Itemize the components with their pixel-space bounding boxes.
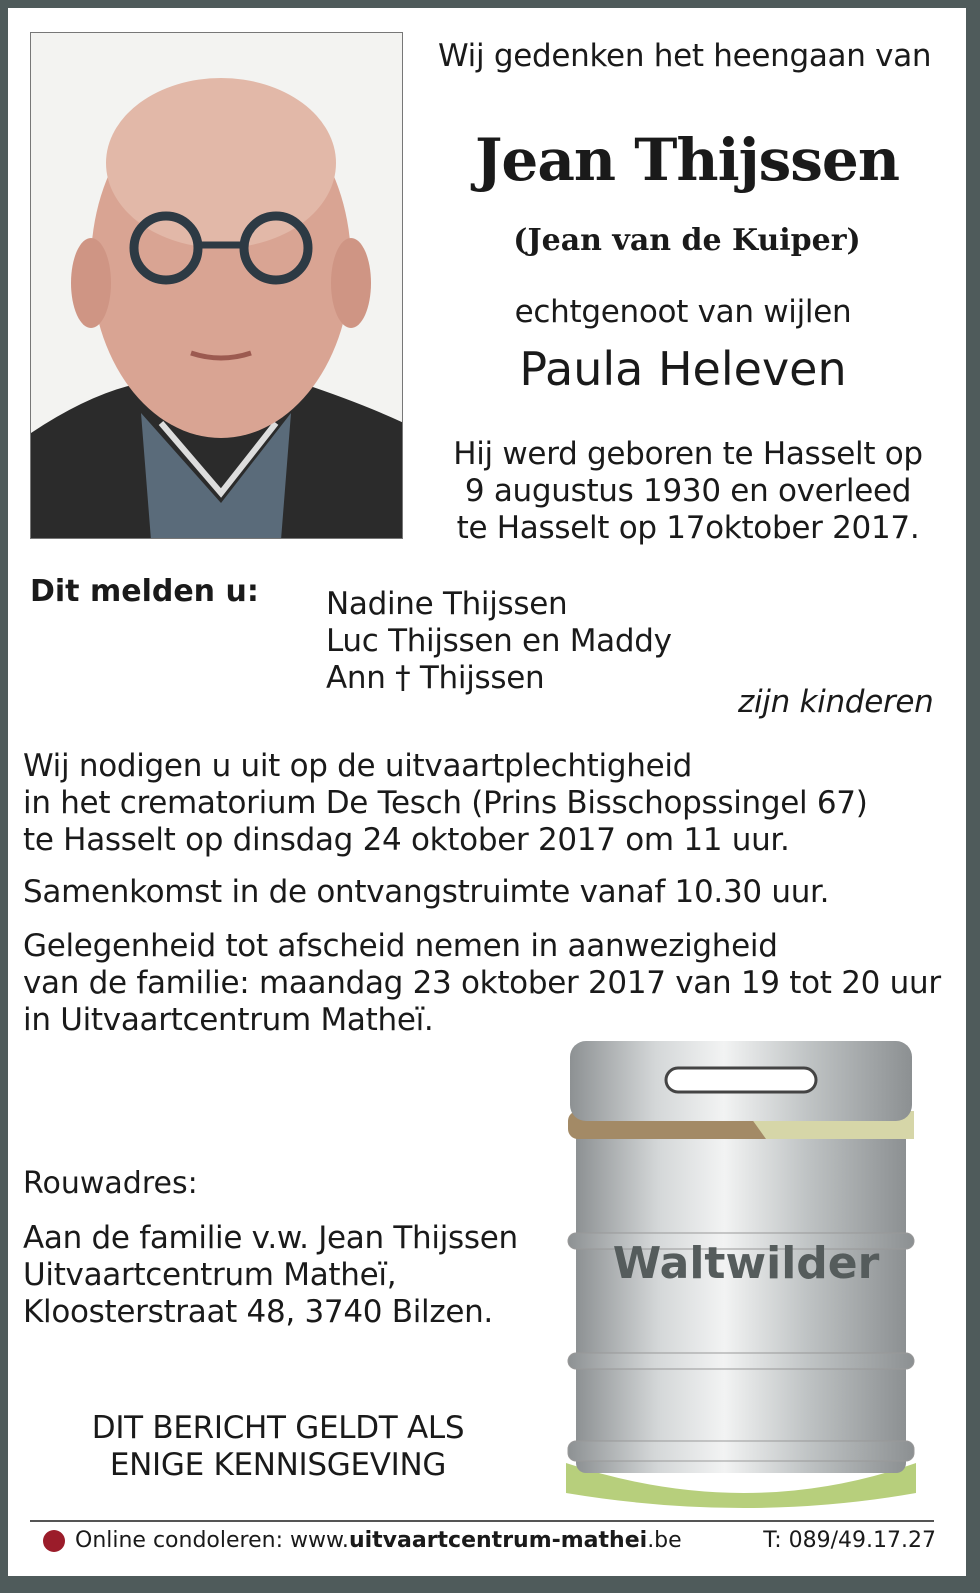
ceremony-line: Wij nodigen u uit op de uitvaartplechtigheid bbox=[23, 748, 693, 784]
footer-phone: T: 089/49.17.27 bbox=[763, 1528, 936, 1553]
footer-divider bbox=[30, 1520, 934, 1522]
address bbox=[23, 1220, 518, 1331]
life-details bbox=[428, 436, 948, 547]
announcers-list bbox=[326, 586, 672, 697]
life-line: 9 augustus 1930 en overleed bbox=[464, 473, 912, 509]
obituary-card bbox=[8, 8, 966, 1576]
farewell-line: Gelegenheid tot afscheid nemen in aanwezigheid bbox=[23, 928, 778, 964]
ceremony-line: in het crematorium De Tesch (Prins Bisschopssingel 67) bbox=[23, 785, 868, 821]
keg-brand-label: Waltwilder bbox=[612, 1238, 880, 1289]
notice bbox=[48, 1410, 508, 1484]
address-label: Rouwadres: bbox=[23, 1166, 198, 1201]
condolence-link[interactable] bbox=[75, 1528, 682, 1553]
intro-text: Wij gedenken het heengaan van bbox=[438, 38, 932, 74]
ceremony-line: te Hasselt op dinsdag 24 oktober 2017 om 11 uur. bbox=[23, 822, 790, 858]
link-suffix: .be bbox=[647, 1528, 682, 1553]
deceased-nickname: (Jean van de Kuiper) bbox=[513, 223, 861, 258]
life-line: te Hasselt op 17oktober 2017. bbox=[456, 510, 920, 546]
life-line: Hij werd geboren te Hasselt op bbox=[453, 436, 923, 472]
address-line: Kloosterstraat 48, 3740 Bilzen. bbox=[23, 1294, 493, 1330]
announcers-relation: zijn kinderen bbox=[738, 684, 934, 720]
footer-condolence bbox=[43, 1528, 682, 1553]
announcer: Luc Thijssen en Maddy bbox=[326, 623, 672, 659]
rose-logo-icon bbox=[43, 1530, 65, 1552]
ceremony-text bbox=[23, 748, 868, 859]
farewell-line: in Uitvaartcentrum Matheï. bbox=[23, 1002, 434, 1038]
spouse-label: echtgenoot van wijlen bbox=[514, 294, 852, 330]
spouse-name: Paula Heleven bbox=[519, 342, 847, 396]
notice-line: ENIGE KENNISGEVING bbox=[109, 1447, 447, 1483]
beer-keg-image bbox=[556, 1023, 936, 1513]
gathering-text: Samenkomst in de ontvangstruimte vanaf 10.30 uur. bbox=[23, 874, 830, 910]
notice-line: DIT BERICHT GELDT ALS bbox=[91, 1410, 465, 1446]
link-prefix: Online condoleren: www. bbox=[75, 1528, 349, 1553]
address-line: Uitvaartcentrum Matheï, bbox=[23, 1257, 397, 1293]
farewell-line: van de familie: maandag 23 oktober 2017 van 19 tot 20 uur bbox=[23, 965, 941, 1001]
link-domain: uitvaartcentrum-mathei bbox=[348, 1528, 648, 1553]
deceased-name: Jean Thijssen bbox=[474, 126, 899, 194]
announcer: Ann † Thijssen bbox=[326, 660, 545, 696]
announcer: Nadine Thijssen bbox=[326, 586, 568, 622]
address-line: Aan de familie v.w. Jean Thijssen bbox=[23, 1220, 518, 1256]
portrait-photo bbox=[30, 32, 403, 539]
announcers-label: Dit melden u: bbox=[30, 574, 259, 609]
